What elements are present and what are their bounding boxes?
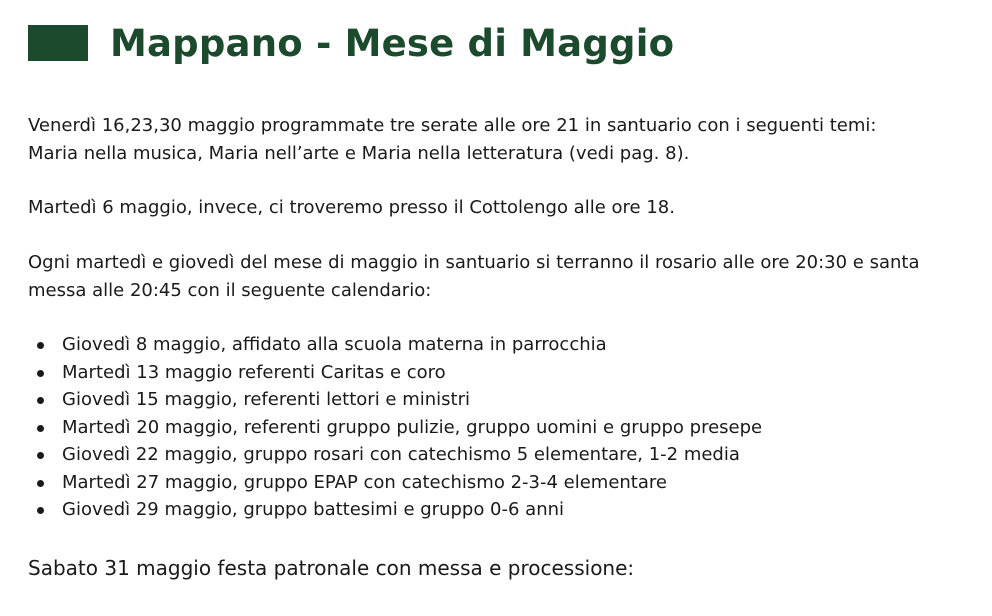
bullet-icon — [37, 480, 44, 487]
list-item — [28, 496, 978, 524]
calendar-list — [28, 331, 978, 524]
paragraph-patronal-feast: Sabato 31 maggio festa patronale con messa e processione: — [28, 556, 635, 580]
list-item — [28, 414, 978, 442]
list-item — [28, 441, 978, 469]
list-item-text: Giovedì 8 maggio, affidato alla scuola materna in parrocchia — [62, 334, 607, 355]
paragraph-rosary-line-2: messa alle 20:45 con il seguente calendario: — [28, 280, 432, 301]
list-item-text: Martedì 20 maggio, referenti gruppo pulizie, gruppo uomini e gruppo presepe — [62, 416, 763, 438]
list-item — [28, 331, 978, 359]
list-item — [28, 359, 978, 387]
paragraph-evenings — [28, 112, 978, 168]
list-item — [28, 386, 978, 414]
list-item — [28, 469, 978, 497]
paragraph-rosary — [28, 249, 978, 305]
list-item-text: Giovedì 15 maggio, referenti lettori e ministri — [62, 389, 470, 410]
bullet-icon — [37, 452, 44, 459]
list-item-text: Martedì 13 maggio referenti Caritas e coro — [62, 361, 446, 383]
list-item-text: Giovedì 29 maggio, gruppo battesimi e gruppo 0-6 anni — [62, 499, 565, 520]
paragraph-cottolengo: Martedì 6 maggio, invece, ci troveremo presso il Cottolengo alle ore 18. — [28, 197, 675, 218]
page-title: Mappano - Mese di Maggio — [110, 21, 675, 65]
bullet-icon — [37, 425, 44, 432]
list-item-text: Martedì 27 maggio, gruppo EPAP con catechismo 2-3-4 elementare — [62, 471, 667, 493]
bullet-icon — [37, 370, 44, 377]
bullet-icon — [37, 507, 44, 514]
bullet-icon — [37, 397, 44, 404]
paragraph-evenings-line-2: Maria nella musica, Maria nell’arte e Maria nella letteratura (vedi pag. 8). — [28, 143, 690, 164]
section-header — [28, 20, 674, 66]
header-color-block — [28, 25, 88, 61]
paragraph-evenings-line-1: Venerdì 16,23,30 maggio programmate tre serate alle ore 21 in santuario con i seguenti temi: — [28, 115, 877, 136]
bullet-icon — [37, 342, 44, 349]
paragraph-rosary-line-1: Ogni martedì e giovedì del mese di maggio in santuario si terranno il rosario alle ore 20:30 e santa — [28, 252, 920, 273]
list-item-text: Giovedì 22 maggio, gruppo rosari con catechismo 5 elementare, 1-2 media — [62, 444, 740, 465]
